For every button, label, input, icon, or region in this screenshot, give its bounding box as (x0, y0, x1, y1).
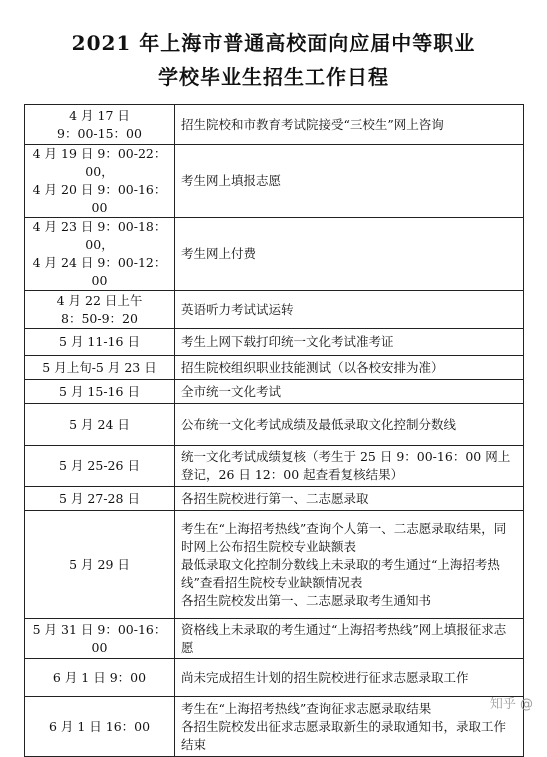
table-row (25, 356, 524, 380)
table-row (25, 659, 524, 697)
schedule-time-cell: 5 月 25-26 日 (25, 446, 175, 487)
schedule-event-cell: 考生上网下载打印统一文化考试准考证 (175, 329, 524, 356)
table-row (25, 145, 524, 218)
table-row (25, 380, 524, 404)
schedule-event-cell: 各招生院校进行第一、二志愿录取 (175, 487, 524, 511)
schedule-time-cell: 5 月 29 日 (25, 511, 175, 619)
schedule-event-cell: 尚未完成招生计划的招生院校进行征求志愿录取工作 (175, 659, 524, 697)
table-row (25, 291, 524, 329)
schedule-time-cell: 5 月 11-16 日 (25, 329, 175, 356)
schedule-time-cell: 6 月 1 日 9：00 (25, 659, 175, 697)
schedule-event-cell: 考生在“上海招考热线”查询个人第一、二志愿录取结果，同时网上公布招生院校专业缺额表 最低录取文化控制分数线上未录取的考生通过“上海招考热线”查看招生院校专业缺额情况表 各招生院校发出第一、二志愿录取考生通知书 (175, 511, 524, 619)
schedule-event-cell: 招生院校和市教育考试院接受“三校生”网上咨询 (175, 105, 524, 145)
schedule-time-cell: 6 月 1 日 16：00 (25, 697, 175, 757)
table-row (25, 404, 524, 446)
table-row (25, 511, 524, 619)
schedule-time-cell: 4 月 22 日上午 8：50-9：20 (25, 291, 175, 329)
zhihu-watermark: 知乎 @ (489, 697, 533, 712)
table-row (25, 697, 524, 757)
schedule-event-cell: 考生网上填报志愿 (175, 145, 524, 218)
title-line-2: 学校毕业生招生工作日程 (158, 65, 389, 89)
schedule-time-cell: 5 月 15-16 日 (25, 380, 175, 404)
schedule-time-cell: 5 月上旬-5 月 23 日 (25, 356, 175, 380)
schedule-time-cell: 4 月 23 日 9：00-18：00， 4 月 24 日 9：00-12：00 (25, 218, 175, 291)
schedule-event-cell: 考生在“上海招考热线”查询征求志愿录取结果 各招生院校发出征求志愿录取新生的录取通知书，录取工作结束 (175, 697, 524, 757)
schedule-event-cell: 英语听力考试试运转 (175, 291, 524, 329)
table-row (25, 446, 524, 487)
schedule-table (24, 104, 524, 757)
schedule-time-cell: 5 月 24 日 (25, 404, 175, 446)
table-row (25, 105, 524, 145)
schedule-time-cell: 5 月 31 日 9：00-16：00 (25, 619, 175, 659)
schedule-time-cell: 4 月 19 日 9：00-22：00， 4 月 20 日 9：00-16：00 (25, 145, 175, 218)
table-row (25, 619, 524, 659)
schedule-event-cell: 全市统一文化考试 (175, 380, 524, 404)
schedule-event-cell: 资格线上未录取的考生通过“上海招考热线”网上填报征求志愿 (175, 619, 524, 659)
schedule-event-cell: 招生院校组织职业技能测试（以各校安排为准） (175, 356, 524, 380)
schedule-event-cell: 公布统一文化考试成绩及最低录取文化控制分数线 (175, 404, 524, 446)
title-line-1: 2021 年上海市普通高校面向应届中等职业 (71, 31, 476, 55)
table-row (25, 218, 524, 291)
table-row (25, 329, 524, 356)
schedule-time-cell: 4 月 17 日 9：00-15：00 (25, 105, 175, 145)
schedule-time-cell: 5 月 27-28 日 (25, 487, 175, 511)
document-title (0, 26, 547, 94)
schedule-event-cell: 考生网上付费 (175, 218, 524, 291)
table-row (25, 487, 524, 511)
schedule-event-cell: 统一文化考试成绩复核（考生于 25 日 9：00-16：00 网上登记，26 日 12：00 起查看复核结果） (175, 446, 524, 487)
